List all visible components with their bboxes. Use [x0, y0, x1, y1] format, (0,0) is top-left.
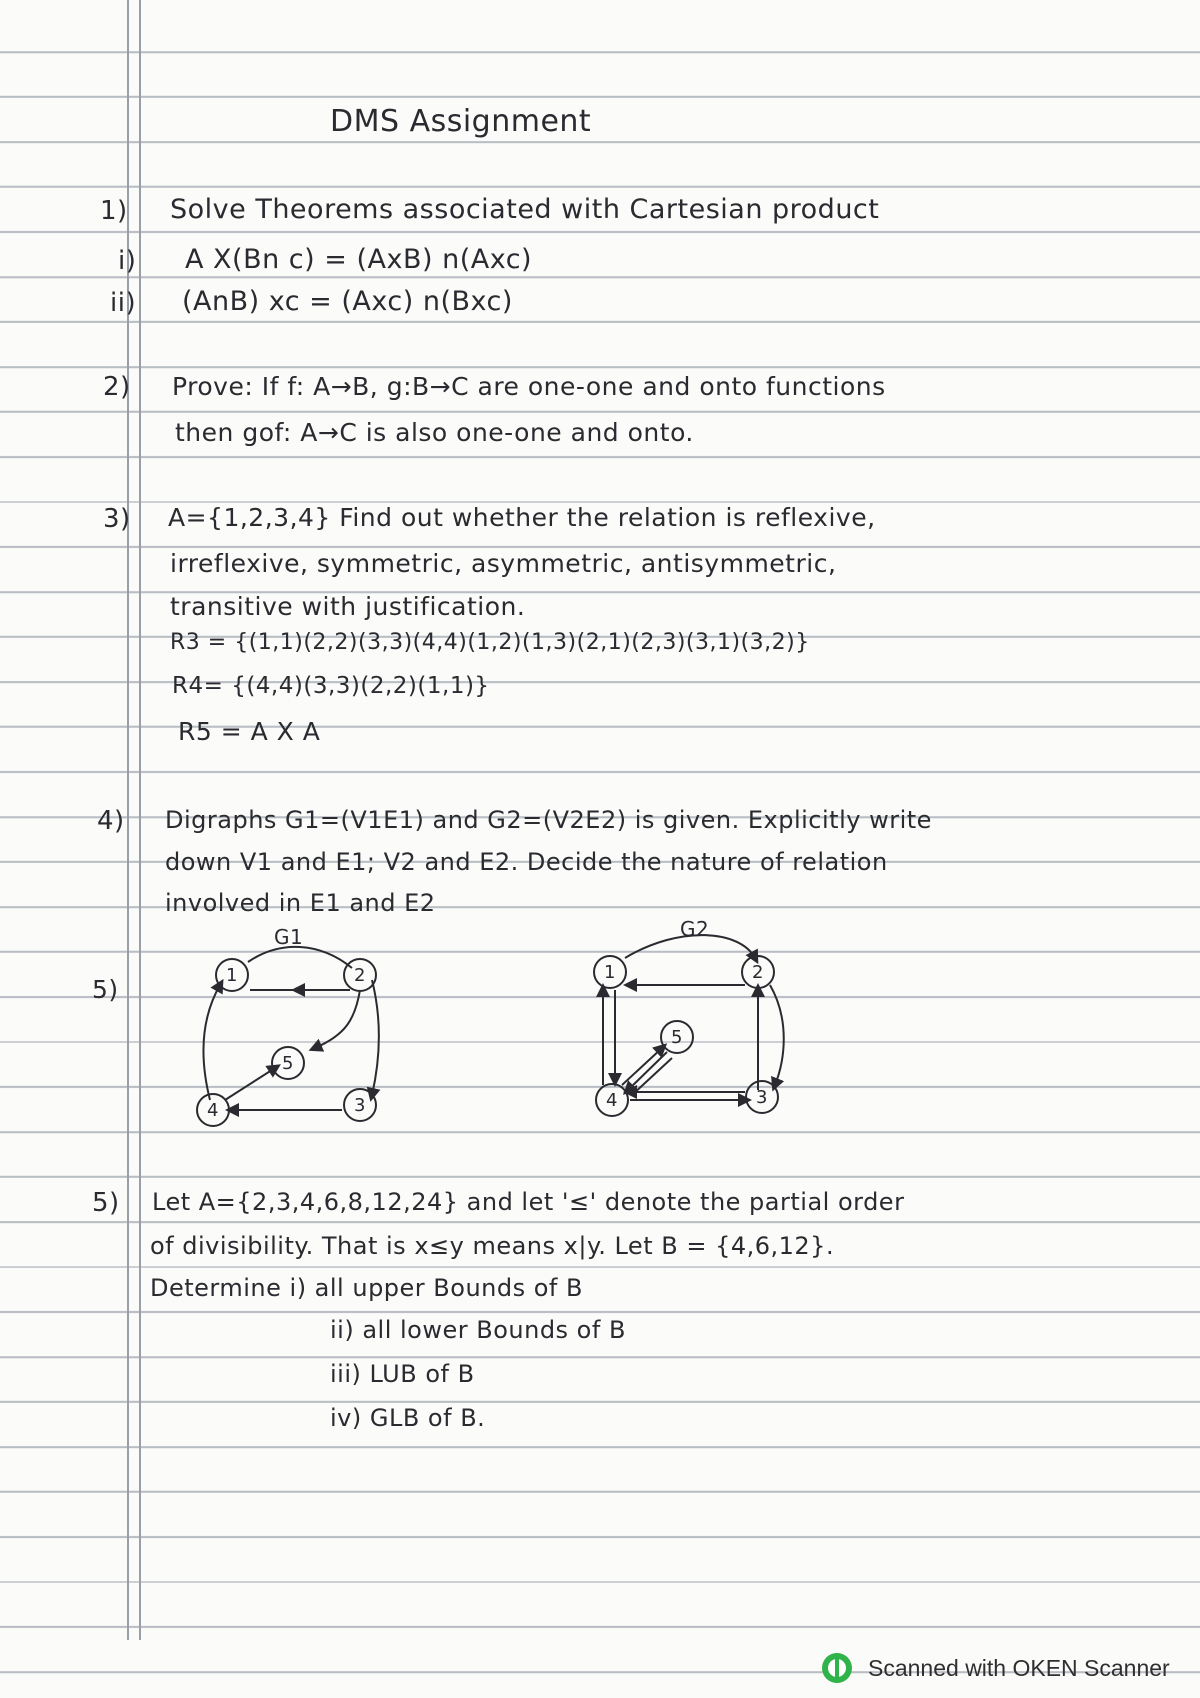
g1-edge-4-1 [203, 985, 220, 1100]
g2-edges [603, 935, 784, 1100]
svg-text:5: 5 [671, 1027, 683, 1048]
svg-text:2: 2 [752, 962, 764, 983]
q1-heading: Solve Theorems associated with Cartesian product [170, 194, 880, 225]
q2-number: 2) [103, 372, 131, 402]
g2-node-4 [596, 1084, 628, 1116]
svg-text:2: 2 [354, 965, 366, 986]
q5-number: 5) [92, 1188, 120, 1218]
q5-item-3: iii) LUB of B [330, 1360, 475, 1388]
q2-line-1: Prove: If f: A→B, g:B→C are one-one and onto functions [172, 372, 886, 401]
svg-text:4: 4 [207, 1100, 219, 1121]
q1-number: 1) [100, 196, 128, 226]
q4-line-3: involved in E1 and E2 [165, 889, 436, 917]
graph-g2-label: G2 [680, 917, 710, 941]
q4-line-1: Digraphs G1=(V1E1) and G2=(V2E2) is given. Explicitly write [165, 806, 932, 834]
g1-edge-1-2 [248, 947, 352, 968]
g2-edge-2-3 [770, 985, 784, 1085]
q3-line-2: irreflexive, symmetric, asymmetric, antisymmetric, [170, 549, 837, 578]
q1-item-1-label: i) [118, 246, 137, 276]
scanner-watermark-text: Scanned with OKEN Scanner [868, 1654, 1170, 1681]
q4-number: 4) [97, 806, 125, 836]
g2-node-2 [742, 956, 774, 988]
q5-item-2: ii) all lower Bounds of B [330, 1316, 626, 1344]
svg-text:3: 3 [756, 1087, 768, 1108]
svg-text:3: 3 [354, 1095, 366, 1116]
g2-node-1 [594, 956, 626, 988]
g1-node-3 [344, 1089, 376, 1121]
q1-item-2-text: (AnB) xc = (Axc) n(Bxc) [182, 286, 513, 317]
g1-node-2 [344, 959, 376, 991]
g1-edge-4-5 [225, 1068, 275, 1100]
q5-line-1: Let A={2,3,4,6,8,12,24} and let '≤' denote the partial order [152, 1188, 905, 1216]
q5-item-4: iv) GLB of B. [330, 1404, 486, 1432]
q4-line-2: down V1 and E1; V2 and E2. Decide the nature of relation [165, 848, 888, 876]
relation-r5: R5 = A X A [178, 717, 321, 746]
svg-text:1: 1 [226, 965, 238, 986]
q3-number: 3) [103, 504, 131, 534]
svg-text:5: 5 [282, 1053, 294, 1074]
scanner-watermark [820, 1648, 1170, 1688]
q3-line-3: transitive with justification. [170, 592, 526, 621]
g2-edge-4-5 [622, 1048, 662, 1085]
g2-edge-4-5b [632, 1058, 672, 1095]
g1-edge-2-5 [315, 990, 360, 1048]
g2-edge-5-4 [628, 1052, 667, 1090]
q5-line-2: of divisibility. That is x≤y means x|y. Let B = {4,6,12}. [150, 1232, 835, 1260]
q5-line-3: Determine i) all upper Bounds of B [150, 1274, 583, 1302]
relation-r4: R4= {(4,4)(3,3)(2,2)(1,1)} [172, 673, 490, 699]
oken-scanner-logo-icon [820, 1651, 854, 1685]
g1-node-1 [216, 959, 248, 991]
q1-item-1-text: A X(Bn c) = (AxB) n(Axc) [185, 244, 533, 275]
q1-item-2-label: ii) [110, 288, 137, 318]
q3-line-1: A={1,2,3,4} Find out whether the relation is reflexive, [168, 503, 876, 532]
g1-node-5 [272, 1047, 304, 1079]
relation-r3: R3 = {(1,1)(2,2)(3,3)(4,4)(1,2)(1,3)(2,1)(2,3)(3,1)(3,2)} [170, 630, 810, 655]
margin-mark-5: 5) [92, 975, 119, 1004]
svg-text:1: 1 [604, 962, 616, 983]
g2-node-5 [661, 1021, 693, 1053]
g1-edge-2-3 [372, 980, 379, 1095]
g1-node-4 [197, 1094, 229, 1126]
page-title: DMS Assignment [330, 104, 592, 139]
graph-g1-label: G1 [274, 925, 304, 949]
q2-line-2: then gof: A→C is also one-one and onto. [175, 418, 694, 447]
g2-node-3 [746, 1081, 778, 1113]
g2-edge-1-2 [625, 935, 755, 958]
svg-text:4: 4 [606, 1090, 618, 1111]
